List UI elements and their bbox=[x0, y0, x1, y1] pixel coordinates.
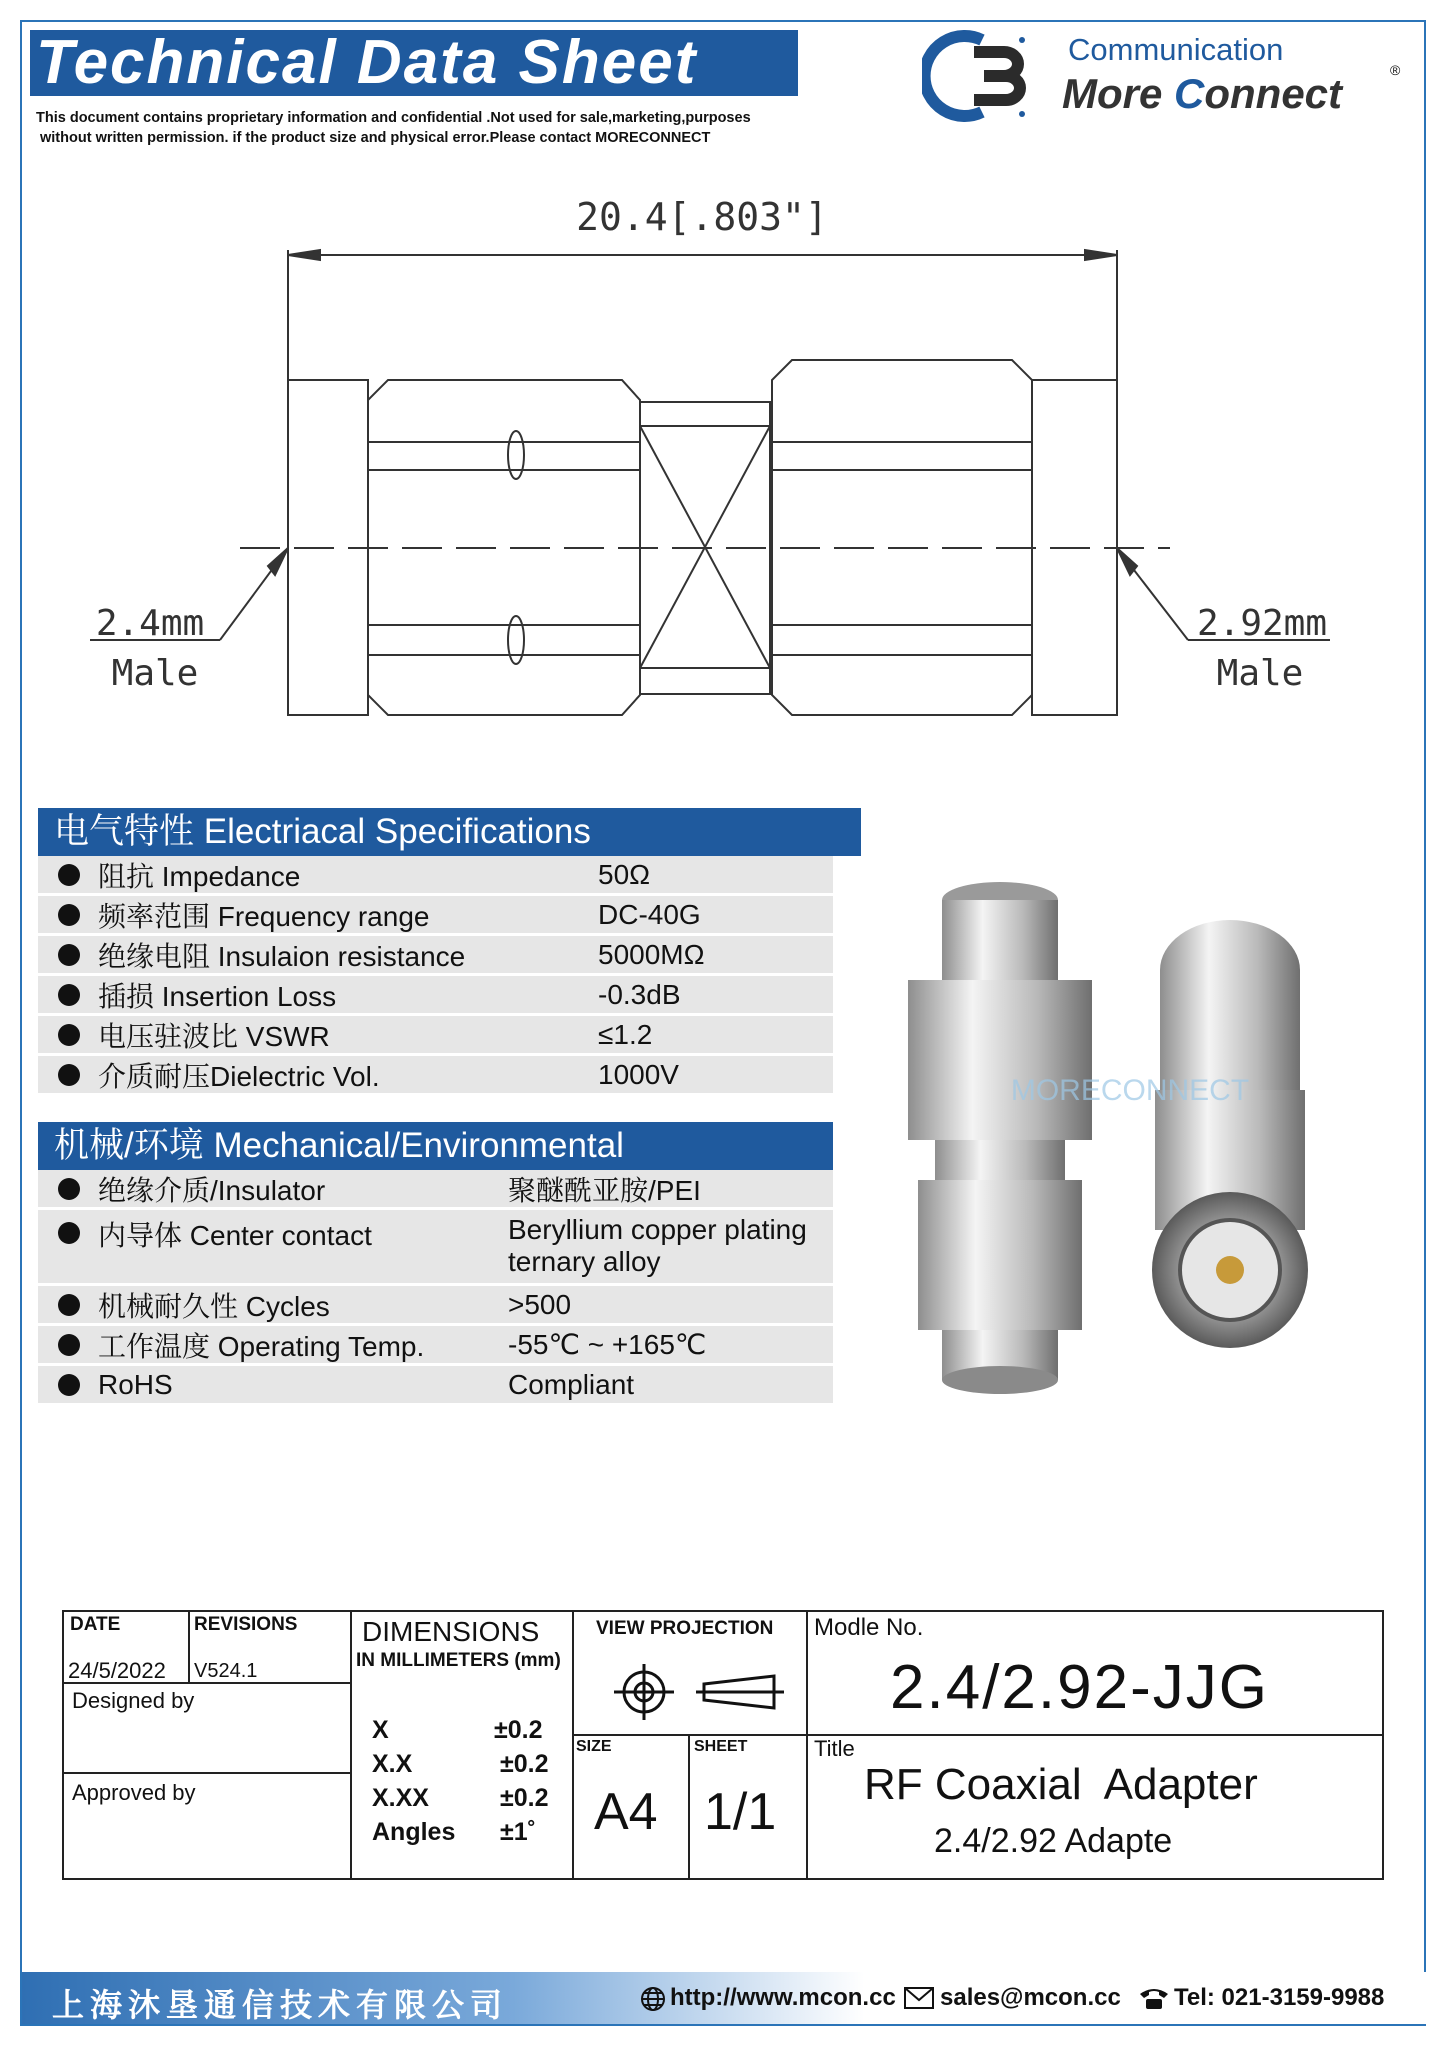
model-label: Modle No. bbox=[814, 1614, 924, 1641]
spec-row bbox=[38, 976, 833, 1016]
date-label: DATE bbox=[70, 1614, 121, 1635]
product-photo bbox=[880, 870, 1400, 1400]
designed-by-label: Designed by bbox=[72, 1688, 195, 1713]
photo-watermark: MORECONNECT bbox=[1010, 1074, 1250, 1107]
dimensions-label: DIMENSIONS bbox=[362, 1616, 540, 1647]
spec-row bbox=[38, 1016, 833, 1056]
company-logo-icon bbox=[922, 30, 1032, 122]
left-size-label: 2.4mm bbox=[95, 603, 205, 644]
electrical-specs-table bbox=[38, 808, 833, 1096]
bullet-icon bbox=[58, 1064, 80, 1086]
spec-value: 5000MΩ bbox=[598, 938, 705, 970]
spec-value: -0.3dB bbox=[598, 978, 681, 1010]
size-label: SIZE bbox=[576, 1738, 612, 1755]
mechanical-specs-heading: 机械/环境 Mechanical/Environmental bbox=[38, 1122, 833, 1170]
bullet-icon bbox=[58, 1222, 80, 1244]
website-link[interactable]: http://www.mcon.cc bbox=[670, 1984, 896, 2011]
spec-value: -55℃ ~ +165℃ bbox=[508, 1329, 707, 1360]
spec-name: 工作温度 Operating Temp. bbox=[98, 1330, 425, 1362]
spec-name: 介质耐压Dielectric Vol. bbox=[98, 1060, 380, 1092]
spec-value-line2: ternary alloy bbox=[508, 1246, 661, 1277]
tolerance-value: ±0.2 bbox=[494, 1716, 543, 1744]
spec-value bbox=[508, 1214, 833, 1278]
projection-symbol-icon bbox=[592, 1662, 792, 1722]
tolerance-key: Angles bbox=[372, 1818, 456, 1846]
bullet-icon bbox=[58, 1374, 80, 1396]
document-title: Technical Data Sheet bbox=[30, 30, 798, 96]
mechanical-specs-table bbox=[38, 1122, 833, 1406]
spec-name: 频率范围 Frequency range bbox=[98, 900, 430, 932]
company-name: 上海沐垦通信技术有限公司 bbox=[52, 1986, 509, 2024]
bullet-icon bbox=[58, 864, 80, 886]
globe-icon bbox=[640, 1986, 666, 2012]
bullet-icon bbox=[58, 944, 80, 966]
spec-name: 机械耐久性 Cycles bbox=[98, 1290, 330, 1322]
tolerance-key: X.X bbox=[372, 1750, 413, 1778]
spec-row bbox=[38, 856, 833, 896]
technical-drawing bbox=[70, 180, 1370, 750]
bullet-icon bbox=[58, 1294, 80, 1316]
brand-tagline: Communication bbox=[1068, 32, 1284, 67]
title-label: Title bbox=[814, 1736, 855, 1761]
disclaimer-line-1: This document contains proprietary information and confidential .Not used for sale,marketing,purposes bbox=[36, 110, 751, 126]
spec-row bbox=[38, 936, 833, 976]
disclaimer bbox=[36, 108, 836, 148]
size-value: A4 bbox=[594, 1783, 658, 1841]
spec-value: 聚醚酰亚胺/PEI bbox=[508, 1174, 701, 1206]
spec-name: 绝缘电阻 Insulaion resistance bbox=[98, 940, 466, 972]
spec-value: 1000V bbox=[598, 1058, 679, 1090]
phone-icon bbox=[1138, 1986, 1170, 2010]
revisions-label: REVISIONS bbox=[194, 1614, 298, 1635]
right-size-label: 2.92mm bbox=[1196, 603, 1328, 644]
spec-name: 插损 Insertion Loss bbox=[98, 980, 337, 1012]
tolerance-value: ±0.2 bbox=[500, 1784, 549, 1812]
spec-row bbox=[38, 1056, 833, 1096]
left-gender-label: Male bbox=[111, 653, 199, 694]
tolerance-value: ±0.2 bbox=[500, 1750, 549, 1778]
telephone: Tel: 021-3159-9988 bbox=[1174, 1984, 1385, 2011]
spec-value-line1: Beryllium copper plating bbox=[508, 1214, 807, 1245]
spec-name: RoHS bbox=[98, 1368, 173, 1400]
tolerance-value: ±1˚ bbox=[500, 1818, 536, 1846]
email-icon bbox=[904, 1986, 934, 2010]
spec-name: 阻抗 Impedance bbox=[98, 860, 301, 892]
date-value: 24/5/2022 bbox=[68, 1658, 166, 1683]
spec-row bbox=[38, 1210, 833, 1286]
spec-value: DC-40G bbox=[598, 898, 701, 930]
brand-name: More Connect bbox=[1062, 70, 1343, 117]
tolerance-key: X bbox=[372, 1716, 389, 1744]
bullet-icon bbox=[58, 904, 80, 926]
approved-by-label: Approved by bbox=[72, 1780, 196, 1805]
electrical-specs-heading: 电气特性 Electriacal Specifications bbox=[38, 808, 861, 856]
sheet-label: SHEET bbox=[694, 1738, 748, 1755]
title-block bbox=[62, 1610, 1384, 1880]
spec-name: 绝缘介质/Insulator bbox=[98, 1174, 326, 1206]
product-subtitle: 2.4/2.92 Adapte bbox=[934, 1822, 1173, 1860]
spec-value: 50Ω bbox=[598, 858, 651, 890]
bullet-icon bbox=[58, 1024, 80, 1046]
sheet-value: 1/1 bbox=[704, 1783, 777, 1841]
overall-length-label: 20.4[.803"] bbox=[576, 195, 828, 239]
spec-row bbox=[38, 1286, 833, 1326]
right-gender-label: Male bbox=[1216, 653, 1304, 694]
spec-row bbox=[38, 896, 833, 936]
revision-value: V524.1 bbox=[194, 1660, 258, 1682]
bullet-icon bbox=[58, 1178, 80, 1200]
view-projection-label: VIEW PROJECTION bbox=[596, 1618, 774, 1639]
spec-row bbox=[38, 1170, 833, 1210]
registered-mark: ® bbox=[1390, 62, 1401, 78]
spec-row bbox=[38, 1326, 833, 1366]
footer bbox=[22, 1972, 1426, 2024]
product-title: RF Coaxial Adapter bbox=[864, 1760, 1258, 1809]
units-label: IN MILLIMETERS (mm) bbox=[356, 1650, 561, 1671]
spec-name: 内导体 Center contact bbox=[98, 1220, 372, 1251]
model-number: 2.4/2.92-JJG bbox=[890, 1653, 1269, 1722]
bullet-icon bbox=[58, 1334, 80, 1356]
spec-value: ≤1.2 bbox=[598, 1018, 653, 1050]
spec-value: Compliant bbox=[508, 1368, 635, 1400]
spec-name: 电压驻波比 VSWR bbox=[98, 1020, 330, 1052]
spec-value: >500 bbox=[508, 1288, 572, 1320]
email-link[interactable]: sales@mcon.cc bbox=[940, 1984, 1121, 2011]
tolerance-key: X.XX bbox=[372, 1784, 429, 1812]
bullet-icon bbox=[58, 984, 80, 1006]
disclaimer-line-2: without written permission. if the product size and physical error.Please contact MORECONNECT bbox=[40, 130, 711, 146]
spec-row bbox=[38, 1366, 833, 1406]
